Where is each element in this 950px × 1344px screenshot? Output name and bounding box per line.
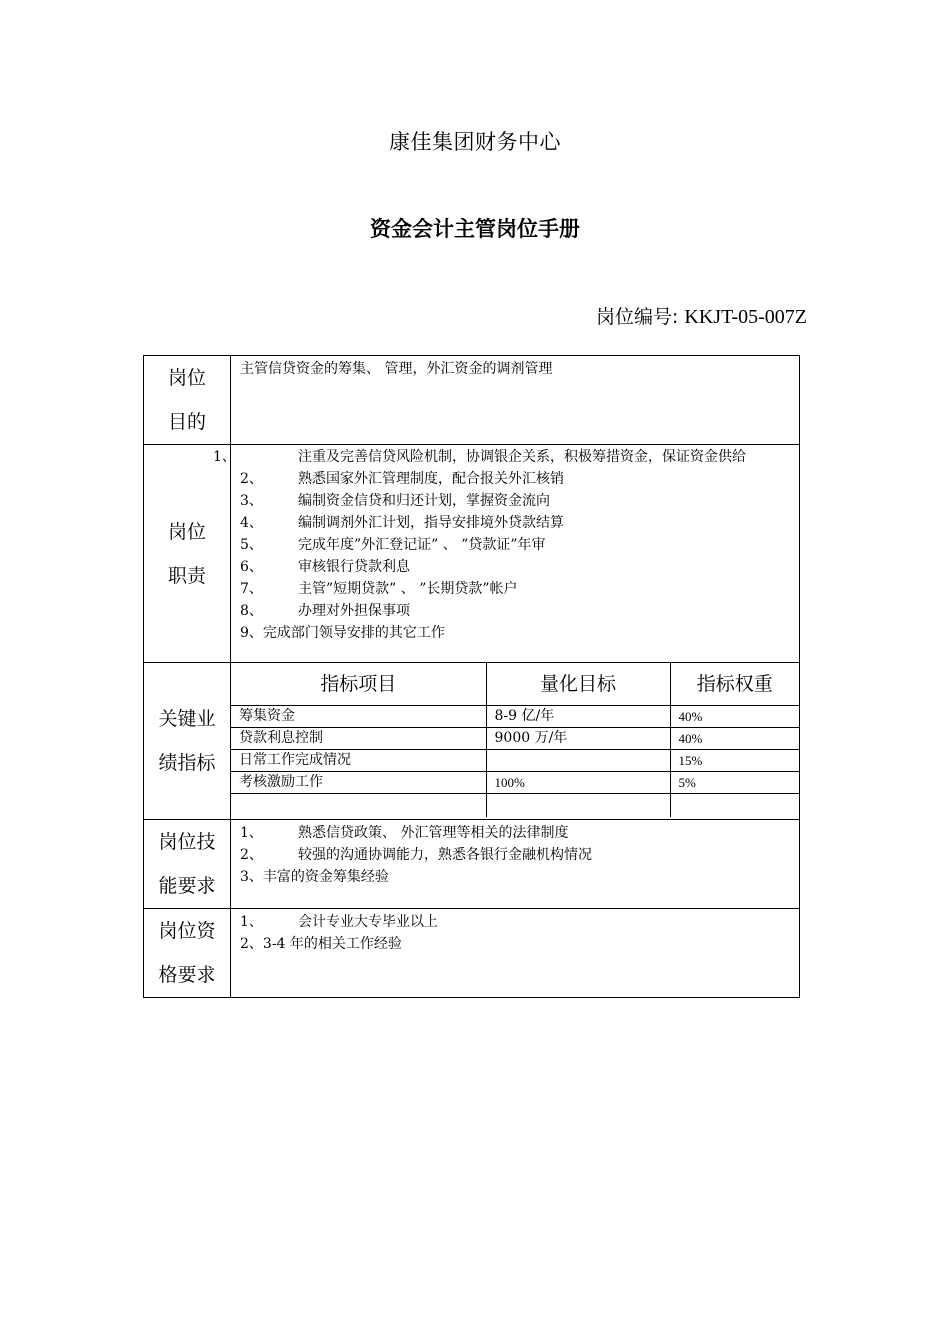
qualification-text: 2、3-4 年的相关工作经验 <box>240 936 402 952</box>
kpi-item <box>231 794 486 818</box>
kpi-item: 考核激励工作 <box>231 772 486 794</box>
kpi-item: 贷款利息控制 <box>231 728 486 750</box>
kpi-target: 8-9 亿/年 <box>486 706 670 728</box>
duty-text: 完成部门领导安排的其它工作 <box>262 625 445 641</box>
kpi-data-row <box>231 728 799 750</box>
duty-item <box>240 600 791 622</box>
duties-header <box>144 445 231 663</box>
qualification-text: 会计专业大专毕业以上 <box>298 914 438 930</box>
kpi-weight <box>670 794 799 818</box>
qualification-number: 1、 <box>240 914 263 930</box>
qualifications-label-line-2: 格要求 <box>158 964 216 986</box>
duties-label-line-2: 职责 <box>167 564 206 587</box>
qualifications-label-line-1: 岗位资 <box>158 920 216 942</box>
duty-number: 1、 <box>213 449 236 465</box>
duty-number: 8、 <box>240 603 263 619</box>
skills-row <box>144 820 800 909</box>
duty-text: 办理对外担保事项 <box>298 603 410 619</box>
qualifications-header <box>144 909 231 998</box>
skill-item <box>240 844 791 866</box>
kpi-column-target: 量化目标 <box>486 663 670 706</box>
kpi-label-line-2: 绩指标 <box>158 752 216 774</box>
duty-item <box>240 512 791 534</box>
duty-item <box>213 446 791 468</box>
purpose-header <box>144 356 231 445</box>
purpose-row <box>144 356 800 445</box>
position-code-value: KKJT-05-007Z <box>684 306 807 328</box>
duty-text: 编制调剂外汇计划，指导安排境外贷款结算 <box>298 515 564 531</box>
kpi-item: 筹集资金 <box>231 706 486 728</box>
skills-header <box>144 820 231 909</box>
qualification-item <box>240 933 791 955</box>
duty-text: 编制资金信贷和归还计划，掌握资金流向 <box>298 493 550 509</box>
skill-text: 熟悉信贷政策、 外汇管理等相关的法律制度 <box>298 825 569 841</box>
kpi-empty-row <box>231 794 799 818</box>
duty-item <box>240 534 791 556</box>
skill-text: 3、丰富的资金筹集经验 <box>240 869 389 885</box>
qualifications-content <box>231 909 800 998</box>
kpi-column-weight: 指标权重 <box>670 663 799 706</box>
kpi-data-row <box>231 706 799 728</box>
kpi-row <box>144 663 800 820</box>
duty-text: 熟悉国家外汇管理制度，配合报关外汇核销 <box>298 471 564 487</box>
duty-text: 注重及完善信贷风险机制，协调银企关系，积极筹措资金，保证资金供给 <box>298 449 746 465</box>
skill-item <box>240 866 791 888</box>
duty-number: 2、 <box>240 471 263 487</box>
skill-number: 2、 <box>240 847 263 863</box>
purpose-text: 主管信贷资金的筹集、 管理，外汇资金的调剂管理 <box>240 361 553 377</box>
duty-text: 完成年度”外汇登记证” 、 ”贷款证”年审 <box>298 537 546 553</box>
kpi-weight: 5% <box>670 772 799 794</box>
kpi-data-row <box>231 772 799 794</box>
duty-text: 审核银行贷款利息 <box>298 559 410 575</box>
kpi-target <box>486 750 670 772</box>
skills-label-line-1: 岗位技 <box>158 831 216 853</box>
duty-number: 3、 <box>240 493 263 509</box>
skill-number: 1、 <box>240 825 263 841</box>
purpose-label-line-1: 岗位 <box>167 367 206 389</box>
duty-item <box>240 490 791 512</box>
skill-text: 较强的沟通协调能力，熟悉各银行金融机构情况 <box>298 847 592 863</box>
duties-content <box>213 445 800 663</box>
kpi-weight: 40% <box>670 706 799 728</box>
qualification-item <box>240 911 791 933</box>
duties-row <box>144 445 800 663</box>
duties-label-line-1: 岗位 <box>167 520 206 543</box>
kpi-content <box>231 663 800 820</box>
duty-item <box>240 622 791 644</box>
duty-item <box>240 556 791 578</box>
skill-item <box>240 822 791 844</box>
kpi-label-line-1: 关键业 <box>158 708 216 730</box>
position-table <box>143 355 800 998</box>
org-name: 康佳集团财务中心 <box>389 130 561 154</box>
kpi-header <box>144 663 231 820</box>
kpi-column-item: 指标项目 <box>231 663 486 706</box>
document-title: 资金会计主管岗位手册 <box>370 217 580 241</box>
duty-item <box>240 468 791 490</box>
duty-number: 5、 <box>240 537 263 553</box>
kpi-weight: 15% <box>670 750 799 772</box>
kpi-table <box>231 663 799 817</box>
duty-text: 主管”短期贷款” 、 ”长期贷款”帐户 <box>298 581 518 597</box>
kpi-target <box>486 794 670 818</box>
purpose-content <box>231 356 800 445</box>
qualifications-row <box>144 909 800 998</box>
kpi-item: 日常工作完成情况 <box>231 750 486 772</box>
duty-number: 4、 <box>240 515 263 531</box>
kpi-header-row <box>231 663 799 706</box>
position-code <box>596 302 807 329</box>
purpose-label-line-2: 目的 <box>167 411 206 433</box>
duty-item <box>240 578 791 600</box>
kpi-weight: 40% <box>670 728 799 750</box>
duty-number: 9、 <box>240 625 263 641</box>
kpi-target: 9000 万/年 <box>486 728 670 750</box>
position-code-label: 岗位编号: <box>595 306 679 328</box>
skills-label-line-2: 能要求 <box>158 875 216 897</box>
kpi-data-row <box>231 750 799 772</box>
duty-number: 6、 <box>240 559 263 575</box>
duty-number: 7、 <box>240 581 263 597</box>
kpi-target: 100% <box>486 772 670 794</box>
skills-content <box>231 820 800 909</box>
